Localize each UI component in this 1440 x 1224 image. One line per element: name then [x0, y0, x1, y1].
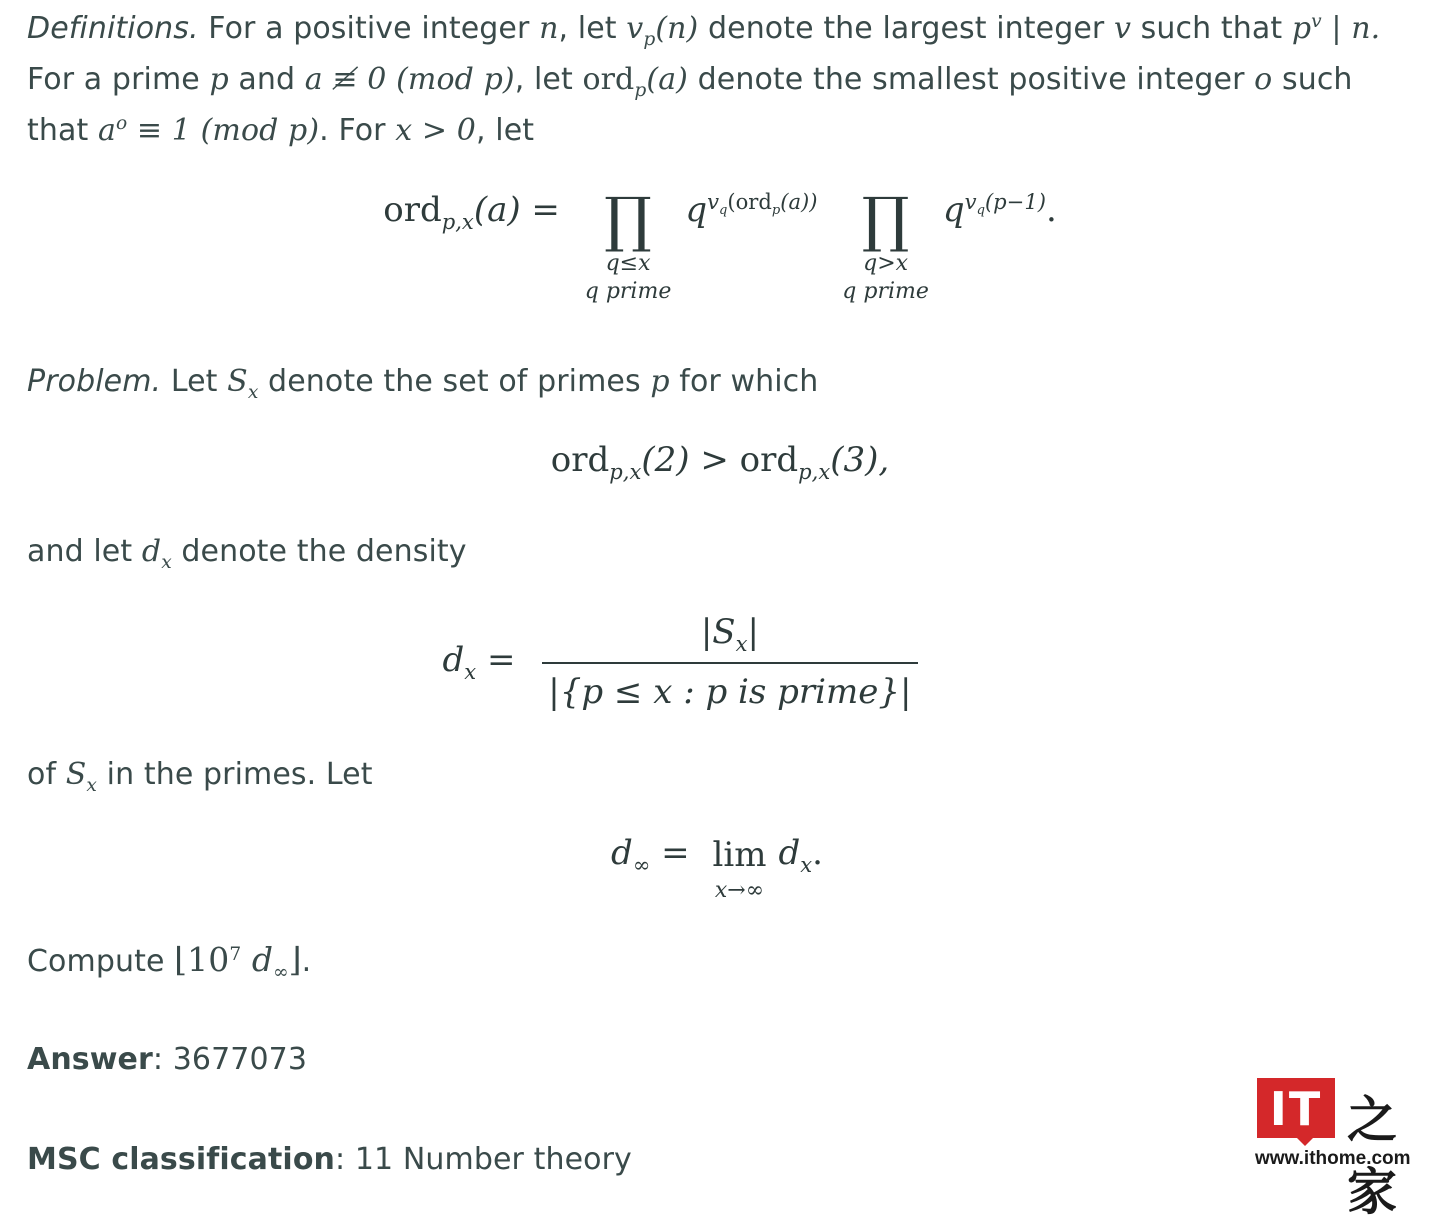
definitions-line-2: For a prime p and a ≢ 0 (mod p), let ord$_p$(a) denote the smallest positive integer o such: [27, 62, 1353, 101]
fraction-numerator: $|S_x|$: [700, 612, 759, 656]
fraction-denominator: |{p ≤ x : p is prime}|: [542, 662, 917, 712]
formula-limit: $d_\infty$ = lim x→∞ $d_x$.: [611, 833, 823, 903]
logo-tail-icon: [1295, 1136, 1315, 1146]
msc-value: 11 Number theory: [354, 1142, 632, 1177]
msc-line: MSC classification: 11 Number theory: [27, 1142, 632, 1177]
formula-density: $d_x$ = $\frac{|S_x|}{\text{|\{p ≤ x : p is prime\}|}}$: [0, 612, 1400, 712]
definitions-line-3: that $a^o \equiv 1$ (mod p). For x > 0, let: [27, 113, 535, 148]
answer-value: 3677073: [172, 1042, 308, 1077]
compute-line: Compute $⌊10^7$ $d_\infty⌋$.: [27, 940, 312, 983]
answer-label: Answer: [27, 1042, 153, 1077]
limit-operator: lim x→∞: [712, 835, 767, 903]
definitions-paragraph: [27, 3, 1380, 156]
msc-label: MSC classification: [27, 1142, 335, 1177]
formula-inequality: ord$_{p,x}$(2) > ord$_{p,x}$(3),: [550, 440, 890, 484]
ithome-logo-icon: IT: [1257, 1078, 1335, 1138]
logo-chinese-text: 之家: [1347, 1090, 1393, 1221]
problem-paragraph: Problem. Let $S_x$ denote the set of primes p for which: [27, 364, 819, 403]
problem-heading: Problem.: [27, 364, 162, 399]
logo-url: www.ithome.com: [1255, 1148, 1411, 1169]
primes-line: of $S_x$ in the primes. Let: [27, 757, 373, 796]
answer-line: Answer: 3677073: [27, 1042, 308, 1077]
density-fraction: [542, 612, 917, 712]
formula-ord-px: ord$_{p,x}$(a) = ∏ q≤x q prime $q^{v_q(ord_p(a))}$ ∏ q>x q prime $q^{v_q(p-1)}$.: [383, 185, 1057, 304]
ithome-watermark: [1255, 1078, 1415, 1221]
product-2: ∏ q>x q prime: [842, 185, 929, 304]
density-intro: and let $d_x$ denote the density: [27, 534, 467, 573]
definitions-heading: Definitions.: [27, 11, 199, 46]
product-1: ∏ q≤x q prime: [584, 185, 672, 304]
definitions-line-1: Definitions. For a positive integer n, let $v_p(n)$ denote the largest integer v such that $p^v$ | n.: [27, 11, 1381, 50]
